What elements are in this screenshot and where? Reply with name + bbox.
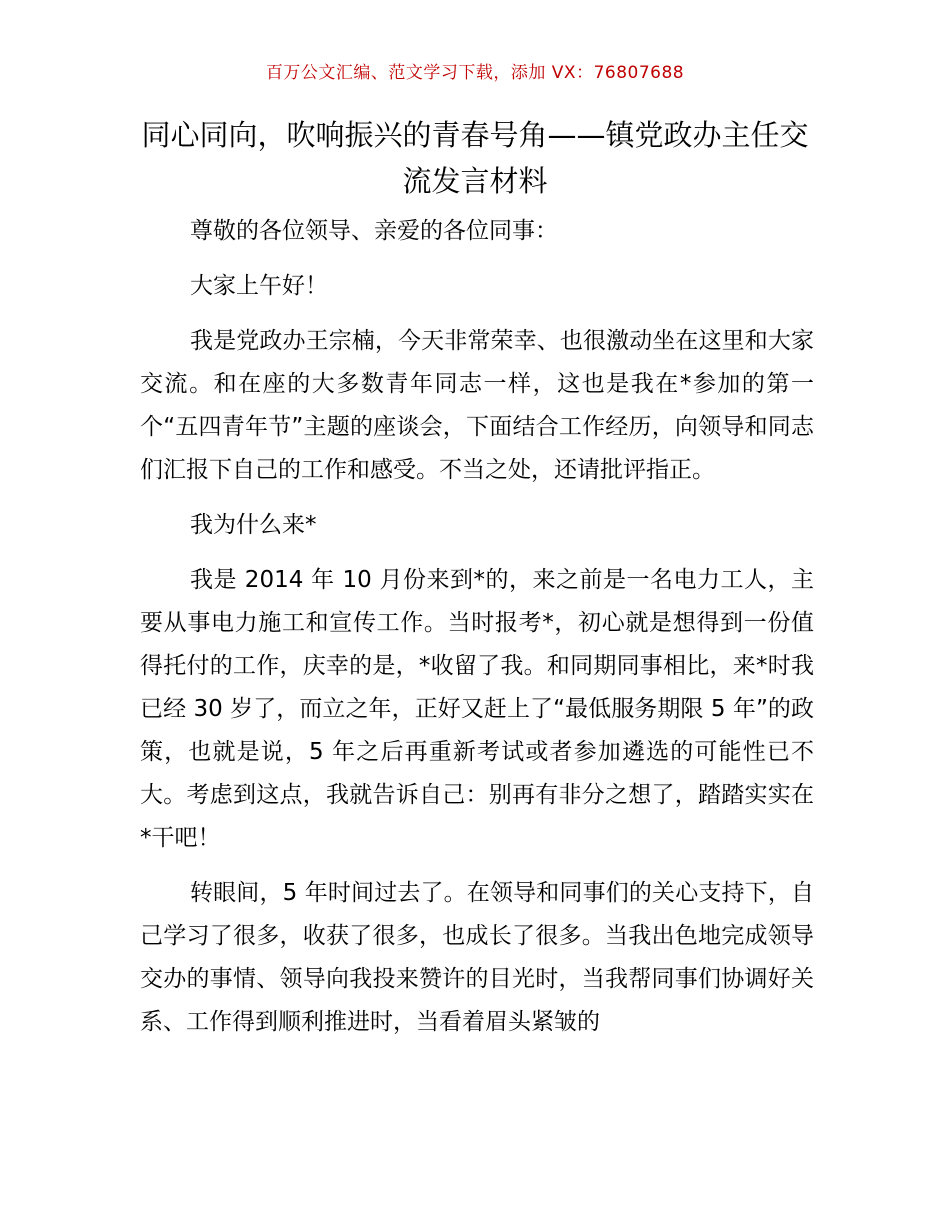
document-body <box>140 210 814 1056</box>
greeting: 大家上午好！ <box>190 273 328 299</box>
paragraph-intro: 我是党政办王宗楠，今天非常荣幸、也很激动坐在这里和大家交流。和在座的大多数青年同志一样，这也是我在*参加的第一个“五四青年节”主题的座谈会，下面结合工作经历，向领导和同志们汇报下自己的工作和感受。不当之处，还请批评指正。 <box>140 328 814 483</box>
salutation: 尊敬的各位领导、亲爱的各位同事： <box>190 218 558 244</box>
header-watermark-note: 百万公文汇编、范文学习下载，添加 VX：76807688 <box>265 63 685 83</box>
document-title: 同心同向，吹响振兴的青春号角——镇党政办主任交流发言材料 <box>141 118 809 198</box>
paragraph-growth: 转眼间，5 年时间过去了。在领导和同事们的关心支持下，自己学习了很多，收获了很多，也成长了很多。当我出色地完成领导交办的事情、领导向我投来赞许的目光时，当我帮同事们协调好关系、工作得到顺利推进时，当看着眉头紧皱的 <box>140 880 814 1035</box>
section-heading: 我为什么来* <box>190 512 317 538</box>
paragraph-background: 我是 2014 年 10 月份来到*的，来之前是一名电力工人，主要从事电力施工和宣传工作。当时报考*，初心就是想得到一份值得托付的工作，庆幸的是，*收留了我。和同期同事相比，来*时我已经 30 岁了，而立之年，正好又赶上了“最低服务期限 5 年”的政策，也就是说，5 年之后再重新考试或者参加遴选的可能性已不大。考虑到这点，我就告诉自己：别再有非分之想了，踏踏实实在*干吧！ <box>140 567 814 851</box>
